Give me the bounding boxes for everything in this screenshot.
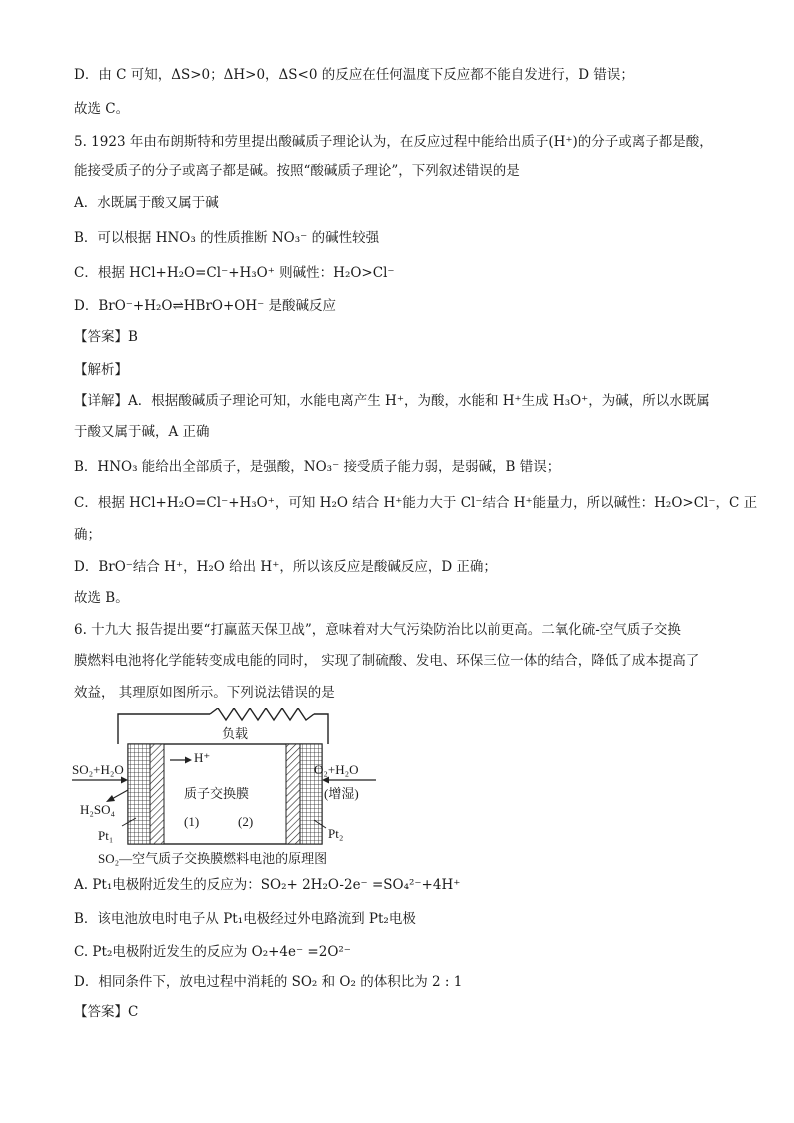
q5-conclusion: 故选 B。 bbox=[74, 590, 129, 606]
q6-option-a: A. Pt₁电极附近发生的反应为：SO₂+ 2H₂O-2e⁻ =SO₄²⁻+4H⁺ bbox=[74, 877, 461, 893]
pt1-label: Pt₁ bbox=[98, 828, 114, 843]
pt1-catalyst-layer bbox=[150, 744, 164, 844]
q5-detail-d: D．BrO⁻结合 H⁺，H₂O 给出 H⁺，所以该反应是酸碱反应，D 正确； bbox=[74, 559, 497, 575]
proton-label: H⁺ bbox=[194, 750, 211, 765]
q4-option-d-explanation: D．由 C 可知，ΔS>0；ΔH>0，ΔS<0 的反应在任何温度下反应都不能自发进行，D 错误； bbox=[74, 67, 634, 83]
left-output-label: H₂SO₄ bbox=[80, 802, 116, 817]
right-input-label: O₂+H₂O bbox=[314, 762, 359, 777]
fuel-cell-diagram bbox=[70, 708, 380, 868]
q6-option-d: D．相同条件下，放电过程中消耗的 SO₂ 和 O₂ 的体积比为 2 : 1 bbox=[74, 974, 463, 990]
q6-stem-line-2: 膜燃料电池将化学能转变成电能的同时， 实现了制硫酸、发电、环保三位一体的结合，降低了成本提高了 bbox=[74, 653, 700, 669]
left-input-arrowhead bbox=[121, 777, 128, 784]
answer-value: C bbox=[128, 1004, 139, 1020]
pt1-electrode bbox=[128, 744, 150, 844]
q5-detail-c-line-1: C．根据 HCl+H₂O=Cl⁻+H₃O⁺，可知 H₂O 结合 H⁺能力大于 Cl⁻结合 H⁺能量力，所以碱性：H₂O>Cl⁻，C 正 bbox=[74, 495, 758, 511]
pt2-catalyst-layer bbox=[286, 744, 300, 844]
q5-analysis-tag: 【解析】 bbox=[74, 362, 128, 378]
answer-tag: 【答案】 bbox=[74, 1004, 128, 1020]
right-input-arrowhead bbox=[322, 777, 329, 784]
q5-answer bbox=[74, 328, 138, 346]
region-1-label: (1) bbox=[184, 814, 200, 829]
detail-tag: 【详解】 bbox=[74, 393, 128, 409]
pt2-electrode bbox=[300, 744, 322, 844]
q6-option-b: B．该电池放电时电子从 Pt₁电极经过外电路流到 Pt₂电极 bbox=[74, 911, 416, 927]
q5-stem-line-1: 5. 1923 年由布朗斯特和劳里提出酸碱质子理论认为，在反应过程中能给出质子(H⁺)的分子或离子都是酸， bbox=[74, 134, 713, 150]
q5-option-b: B．可以根据 HNO₃ 的性质推断 NO₃⁻ 的碱性较强 bbox=[74, 230, 380, 246]
diagram-caption: SO₂—空气质子交换膜燃料电池的原理图 bbox=[98, 851, 328, 866]
region-2-label: (2) bbox=[238, 814, 254, 829]
q5-detail-b: B．HNO₃ 能给出全部质子，是强酸，NO₃⁻ 接受质子能力弱，是弱碱，B 错误； bbox=[74, 459, 561, 475]
detail-a-text: A．根据酸碱质子理论可知，水能电离产生 H⁺，为酸，水能和 H⁺生成 H₃O⁺，为碱，所以水既属 bbox=[128, 393, 710, 409]
humidify-label: (增湿) bbox=[324, 786, 359, 801]
left-output-arrowhead bbox=[106, 795, 115, 802]
q5-stem-line-2: 能接受质子的分子或离子都是碱。按照“酸碱质子理论”，下列叙述错误的是 bbox=[74, 163, 520, 179]
pt2-label: Pt₂ bbox=[328, 826, 344, 841]
q5-option-a: A．水既属于酸又属于碱 bbox=[74, 195, 219, 211]
q6-stem-line-3: 效益， 其理原如图所示。下列说法错误的是 bbox=[74, 685, 335, 701]
q6-stem-line-1: 6. 十九大 报告提出要“打赢蓝天保卫战”，意味着对大气污染防治比以前更高。二氧化硫-空气质子交换 bbox=[74, 622, 681, 638]
resistor-zigzag bbox=[210, 708, 314, 720]
q4-conclusion: 故选 C。 bbox=[74, 101, 130, 117]
external-wire-right bbox=[314, 714, 328, 744]
load-label: 负载 bbox=[222, 726, 249, 741]
answer-value: B bbox=[128, 329, 138, 345]
membrane-label: 质子交换膜 bbox=[184, 786, 250, 801]
q6-answer bbox=[74, 1003, 138, 1021]
q5-option-d: D．BrO⁻+H₂O⇌HBrO+OH⁻ 是酸碱反应 bbox=[74, 298, 337, 314]
left-input-label: SO₂+H₂O bbox=[72, 762, 124, 777]
q5-detail-c-line-2: 确； bbox=[74, 527, 101, 543]
q5-detail-a-line-1 bbox=[74, 392, 710, 410]
q5-detail-a-line-2: 于酸又属于碱，A 正确 bbox=[74, 424, 210, 440]
external-wire bbox=[118, 714, 210, 744]
q6-option-c: C. Pt₂电极附近发生的反应为 O₂+4e⁻ =2O²⁻ bbox=[74, 944, 351, 960]
q5-option-c: C．根据 HCl+H₂O=Cl⁻+H₃O⁺ 则碱性：H₂O>Cl⁻ bbox=[74, 265, 395, 281]
answer-tag: 【答案】 bbox=[74, 329, 128, 345]
